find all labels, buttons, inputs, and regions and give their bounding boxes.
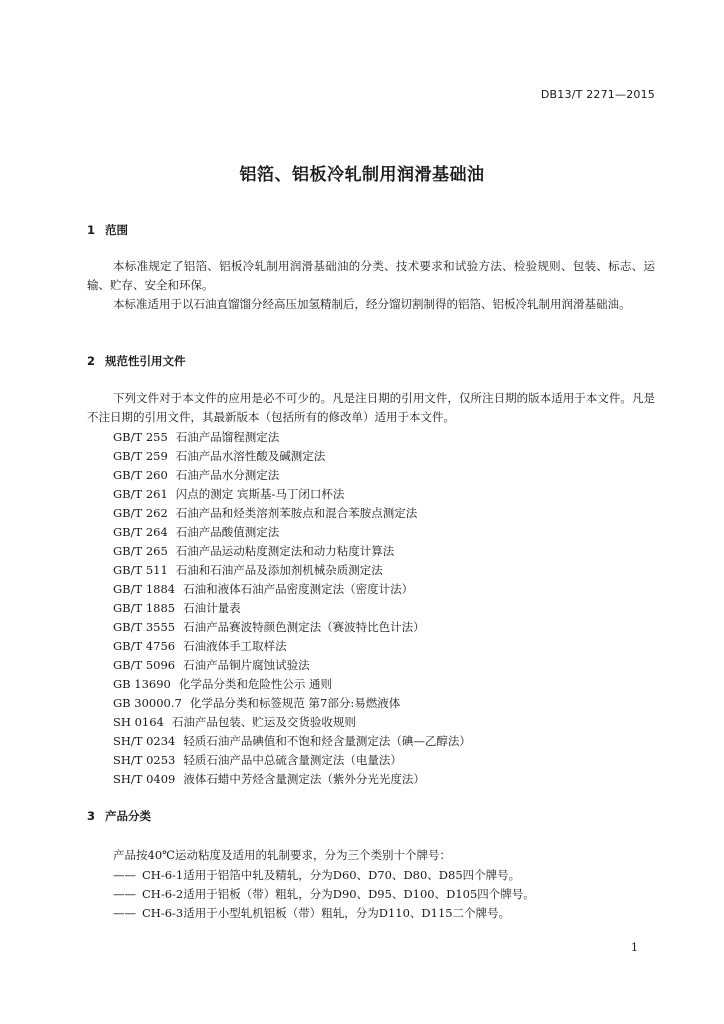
reference-item [113, 694, 471, 713]
reference-code: SH/T 0234 [113, 734, 176, 748]
reference-code: GB/T 1884 [113, 582, 176, 596]
reference-code: GB/T 511 [113, 563, 168, 577]
standard-number: DB13/T 2271—2015 [540, 88, 655, 101]
list-dash: —— [113, 868, 136, 882]
section-1-heading [87, 222, 128, 238]
list-dash: —— [113, 887, 136, 901]
reference-code: GB/T 4756 [113, 639, 176, 653]
reference-item [113, 675, 471, 694]
section-1-number: 1 [87, 223, 96, 237]
section-3-intro: 产品按40℃运动粘度及适用的轧制要求，分为三个类别十个牌号： [113, 848, 451, 862]
section-1-paragraph-2: 本标准适用于以石油直馏馏分经高压加氢精制后，经分馏切割制得的铝箔、铝板冷轧制用润滑基础油。 [113, 297, 631, 311]
reference-title: 轻质石油产品中总硫含量测定法（电量法） [183, 753, 402, 767]
reference-list [113, 428, 471, 789]
reference-item [113, 656, 471, 675]
reference-code: GB/T 262 [113, 506, 168, 520]
reference-title: 化学品分类和标签规范 第7部分:易燃液体 [189, 696, 401, 710]
reference-title: 石油产品铜片腐蚀试验法 [183, 658, 310, 672]
reference-title: 石油产品运动粘度测定法和动力粘度计算法 [175, 544, 395, 558]
reference-code: GB/T 5096 [113, 658, 176, 672]
reference-title: 石油产品和烃类溶剂苯胺点和混合苯胺点测定法 [175, 506, 418, 520]
reference-title: 化学品分类和危险性公示 通则 [178, 677, 333, 691]
reference-code: GB 13690 [113, 677, 171, 691]
reference-item [113, 618, 471, 637]
reference-item [113, 561, 471, 580]
classification-text: CH-6-2适用于铝板（带）粗轧，分为D90、D95、D100、D105四个牌号。 [142, 887, 535, 901]
classification-text: CH-6-3适用于小型轧机铝板（带）粗轧，分为D110、D115二个牌号。 [142, 906, 511, 920]
reference-item [113, 599, 471, 618]
reference-item [113, 770, 471, 789]
reference-item [113, 732, 471, 751]
reference-code: GB/T 265 [113, 544, 168, 558]
reference-item [113, 523, 471, 542]
reference-title: 石油产品包装、贮运及交货验收规则 [171, 715, 356, 729]
reference-item [113, 751, 471, 770]
section-2-number: 2 [87, 354, 96, 368]
section-3-heading [87, 808, 151, 824]
reference-code: SH/T 0253 [113, 753, 176, 767]
reference-title: 石油计量表 [183, 601, 241, 615]
classification-item [113, 866, 535, 885]
reference-item [113, 637, 471, 656]
reference-title: 轻质石油产品碘值和不饱和烃含量测定法（碘—乙醇法） [183, 734, 471, 748]
classification-item [113, 904, 535, 923]
reference-title: 石油产品馏程测定法 [175, 430, 280, 444]
reference-item [113, 713, 471, 732]
section-2-intro: 下列文件对于本文件的应用是必不可少的。凡是注日期的引用文件，仅所注日期的版本适用于本文件。凡是不注日期的引用文件，其最新版本（包括所有的修改单）适用于本文件。 [87, 391, 655, 424]
list-dash: —— [113, 906, 136, 920]
reference-item [113, 428, 471, 447]
reference-code: GB/T 261 [113, 487, 168, 501]
classification-item [113, 885, 535, 904]
section-3-title: 产品分类 [105, 809, 151, 823]
section-3-number: 3 [87, 809, 96, 823]
classification-list [113, 866, 535, 923]
reference-item [113, 542, 471, 561]
reference-code: GB/T 1885 [113, 601, 176, 615]
reference-title: 闪点的测定 宾斯基-马丁闭口杯法 [175, 487, 345, 501]
reference-title: 石油产品水溶性酸及碱测定法 [175, 449, 326, 463]
reference-code: GB/T 264 [113, 525, 168, 539]
reference-code: GB/T 260 [113, 468, 168, 482]
document-title: 铝箔、铝板冷轧制用润滑基础油 [239, 165, 485, 185]
classification-text: CH-6-1适用于铝箔中轧及精轧，分为D60、D70、D80、D85四个牌号。 [142, 868, 521, 882]
reference-item [113, 580, 471, 599]
reference-title: 石油产品水分测定法 [175, 468, 280, 482]
reference-item [113, 466, 471, 485]
section-1-title: 范围 [105, 223, 128, 237]
page-number: 1 [631, 941, 638, 954]
reference-title: 液体石蜡中芳烃含量测定法（紫外分光光度法） [183, 772, 425, 786]
reference-title: 石油产品酸值测定法 [175, 525, 280, 539]
reference-code: SH 0164 [113, 715, 164, 729]
reference-code: GB 30000.7 [113, 696, 182, 710]
section-2-title: 规范性引用文件 [105, 354, 186, 368]
section-2-heading [87, 353, 186, 369]
reference-title: 石油和液体石油产品密度测定法（密度计法） [183, 582, 414, 596]
reference-item [113, 447, 471, 466]
reference-code: GB/T 255 [113, 430, 168, 444]
reference-code: SH/T 0409 [113, 772, 176, 786]
reference-title: 石油和石油产品及添加剂机械杂质测定法 [175, 563, 383, 577]
reference-title: 石油液体手工取样法 [183, 639, 287, 653]
reference-code: GB/T 259 [113, 449, 168, 463]
reference-item [113, 485, 471, 504]
reference-code: GB/T 3555 [113, 620, 176, 634]
reference-item [113, 504, 471, 523]
reference-title: 石油产品赛波特颜色测定法（赛波特比色计法） [183, 620, 425, 634]
section-1-paragraph-1: 本标准规定了铝箔、铝板冷轧制用润滑基础油的分类、技术要求和试验方法、检验规则、包装、标志、运输、贮存、安全和环保。 [87, 259, 655, 292]
